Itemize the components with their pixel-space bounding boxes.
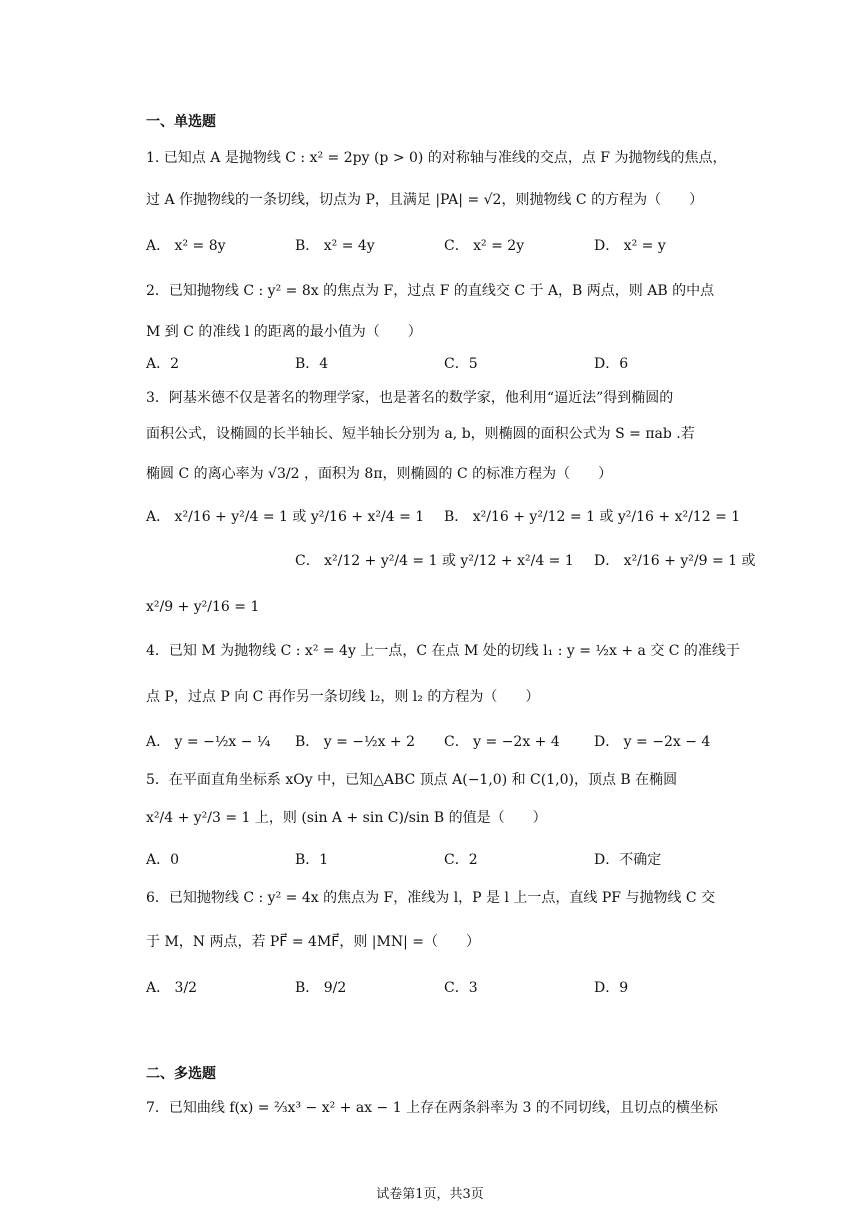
question-1-option-d: D． x² = y <box>594 238 666 254</box>
question-6-option-a: A． 3/2 <box>146 980 198 996</box>
section-title-multiple-choice: 二、多选题 <box>146 1066 216 1082</box>
question-3-stem-line-1: 3．阿基米德不仅是著名的物理学家，也是著名的数学家，他利用“逼近法”得到椭圆的 <box>146 390 674 406</box>
question-4-option-b: B． y = −½x + 2 <box>295 734 416 750</box>
question-6-option-d: D．9 <box>594 980 629 996</box>
question-4-option-a: A． y = −½x − ¼ <box>146 734 271 750</box>
question-1-option-b: B． x² = 4y <box>295 238 375 254</box>
question-3-option-a: A． x²/16 + y²/4 = 1 或 y²/16 + x²/4 = 1 <box>146 509 425 525</box>
question-6-stem-line-1: 6．已知抛物线 C : y² = 4x 的焦点为 F，准线为 l，P 是 l 上一点，直线 PF 与抛物线 C 交 <box>146 890 716 906</box>
question-6-option-b: B． 9/2 <box>295 980 347 996</box>
question-6-option-c: C．3 <box>444 980 478 996</box>
question-5-option-b: B．1 <box>295 852 329 868</box>
question-5-option-a: A．0 <box>146 852 180 868</box>
question-3-stem-line-3: 椭圆 C 的离心率为 √3/2 ，面积为 8π，则椭圆的 C 的标准方程为（ ） <box>146 466 613 482</box>
question-2-option-a: A．2 <box>146 356 180 372</box>
question-2-option-c: C．5 <box>444 356 478 372</box>
question-1-option-c: C． x² = 2y <box>444 238 525 254</box>
question-4-stem-line-2: 点 P，过点 P 向 C 再作另一条切线 l₂，则 l₂ 的方程为（ ） <box>146 689 540 705</box>
question-6-stem-line-2: 于 M，N 两点，若 PF⃗ = 4MF⃗，则 |MN| =（ ） <box>146 934 480 950</box>
question-2-option-b: B．4 <box>295 356 329 372</box>
question-5-option-d: D．不确定 <box>594 852 662 868</box>
question-3-option-d: D． x²/16 + y²/9 = 1 或 <box>594 553 756 569</box>
question-3-option-b: B． x²/16 + y²/12 = 1 或 y²/16 + x²/12 = 1 <box>444 509 741 525</box>
question-2-stem-line-2: M 到 C 的准线 l 的距离的最小值为（ ） <box>146 324 422 340</box>
question-3-stem-line-2: 面积公式，设椭圆的长半轴长、短半轴长分别为 a, b，则椭圆的面积公式为 S = πab .若 <box>146 426 695 442</box>
question-5-stem-line-2: x²/4 + y²/3 = 1 上，则 (sin A + sin C)/sin B 的值是（ ） <box>146 810 547 826</box>
question-1-stem-line-2: 过 A 作抛物线的一条切线，切点为 P，且满足 |PA| = √2，则抛物线 C 的方程为（ ） <box>146 192 704 208</box>
question-4-option-d: D． y = −2x − 4 <box>594 734 711 750</box>
question-3-option-d-continued: x²/9 + y²/16 = 1 <box>146 599 260 615</box>
question-4-option-c: C． y = −2x + 4 <box>444 734 560 750</box>
question-7-stem-line-1: 7．已知曲线 f(x) = ⅔x³ − x² + ax − 1 上存在两条斜率为 3 的不同切线，且切点的横坐标 <box>146 1100 718 1116</box>
question-1-option-a: A． x² = 8y <box>146 238 226 254</box>
question-1-stem-line-1: 1. 已知点 A 是抛物线 C : x² = 2py (p > 0) 的对称轴与准线的交点，点 F 为抛物线的焦点， <box>146 150 727 166</box>
page-footer: 试卷第1页，共3页 <box>376 1187 484 1202</box>
question-4-stem-line-1: 4．已知 M 为抛物线 C : x² = 4y 上一点，C 在点 M 处的切线 l₁ : y = ½x + a 交 C 的准线于 <box>146 643 740 659</box>
question-2-stem-line-1: 2．已知抛物线 C : y² = 8x 的焦点为 F，过点 F 的直线交 C 于 A，B 两点，则 AB 的中点 <box>146 283 715 299</box>
question-5-option-c: C．2 <box>444 852 478 868</box>
section-title-single-choice: 一、单选题 <box>146 114 216 130</box>
question-2-option-d: D．6 <box>594 356 629 372</box>
question-3-option-c: C． x²/12 + y²/4 = 1 或 y²/12 + x²/4 = 1 <box>295 553 574 569</box>
question-5-stem-line-1: 5．在平面直角坐标系 xOy 中，已知△ABC 顶点 A(−1,0) 和 C(1,0)，顶点 B 在椭圆 <box>146 772 678 788</box>
